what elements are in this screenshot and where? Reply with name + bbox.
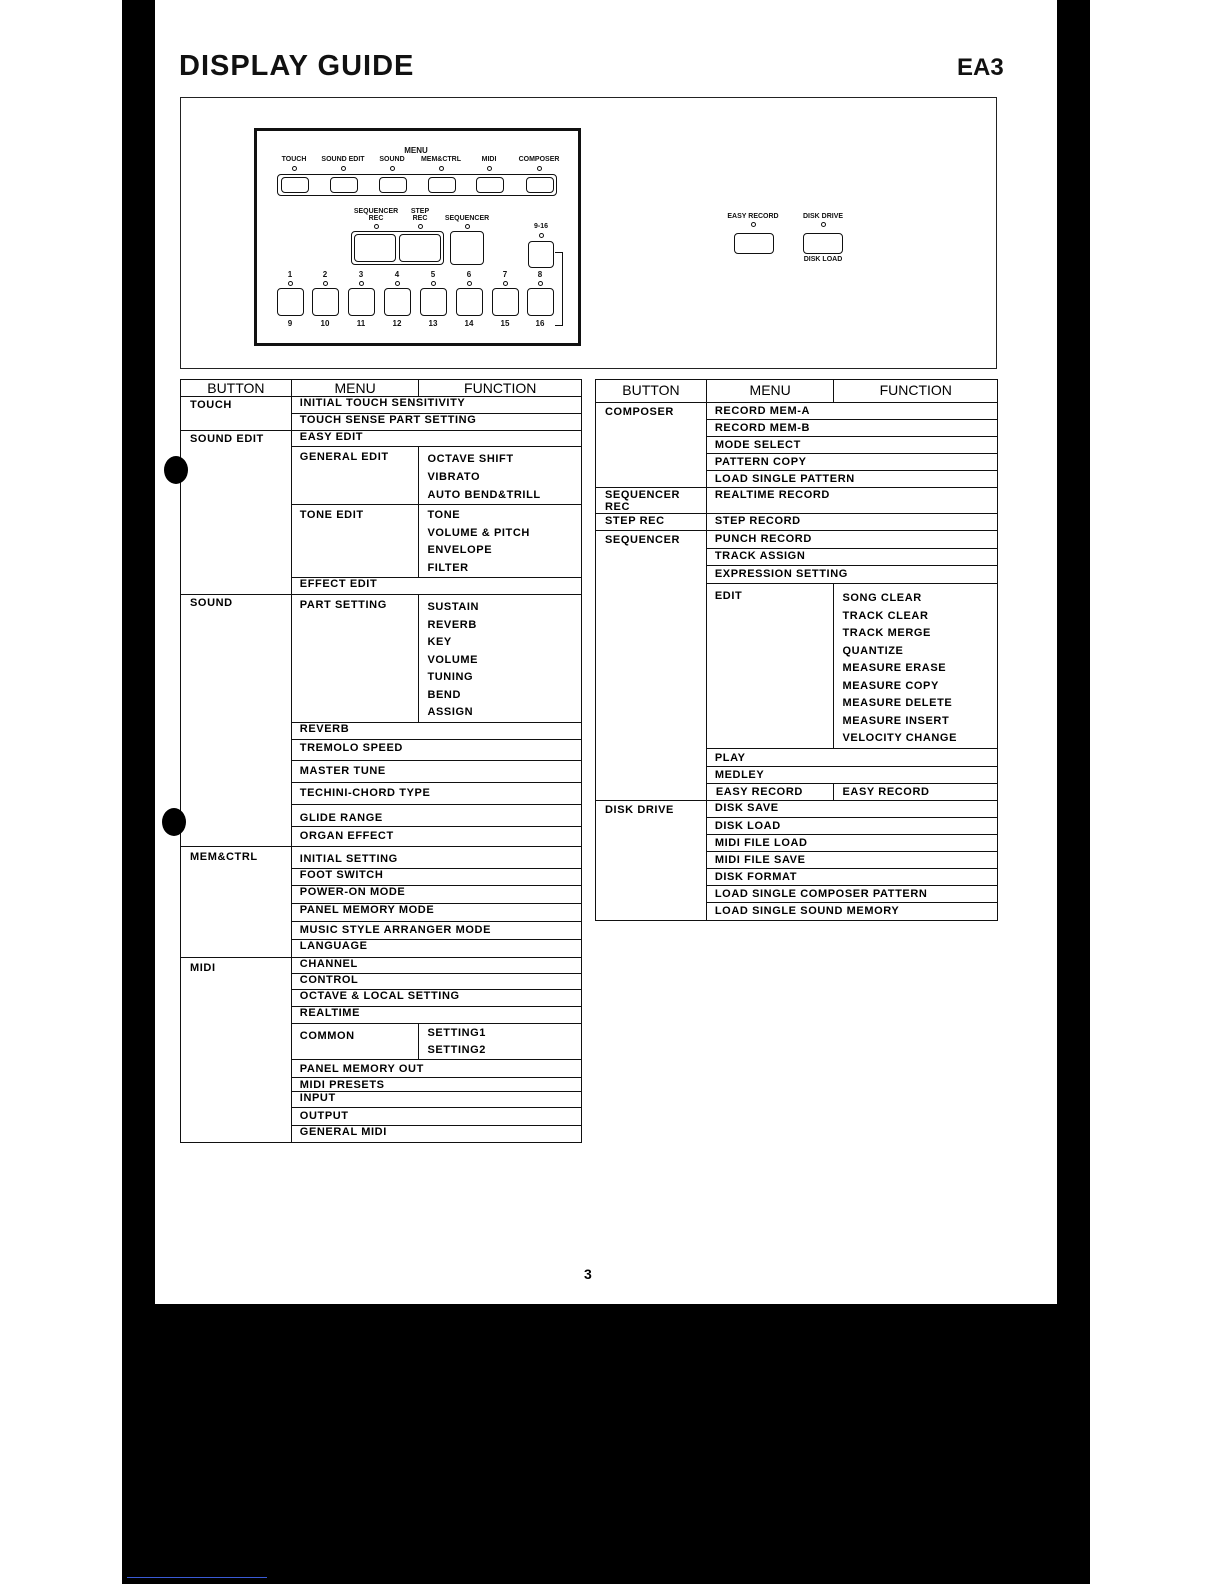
track-number: 11 <box>356 319 366 328</box>
sequencer-label: SEQUENCER <box>444 215 490 222</box>
track-number: 4 <box>394 270 400 279</box>
menu-cell: COMMON <box>291 1024 419 1060</box>
header-button: BUTTON <box>181 380 292 397</box>
track-number: 7 <box>502 270 508 279</box>
function-item: VELOCITY CHANGE <box>842 732 957 744</box>
button-cell: MIDI <box>181 958 292 1143</box>
menu-cell: MIDI PRESETS <box>291 1078 581 1092</box>
range-label: 9-16 <box>533 223 549 230</box>
menu-cell: MASTER TUNE <box>291 761 581 783</box>
menu-cell: LOAD SINGLE COMPOSER PATTERN <box>706 885 997 902</box>
led-indicator <box>465 224 470 229</box>
function-item: ASSIGN <box>427 706 474 718</box>
menu-cell: TRACK ASSIGN <box>706 549 997 566</box>
easy-record-button[interactable] <box>734 233 774 254</box>
menu-cell: EFFECT EDIT <box>291 578 581 595</box>
button-cell: SEQUENCER <box>596 531 707 801</box>
led-indicator <box>537 166 542 171</box>
led-indicator <box>359 281 364 286</box>
menu-cell: LOAD SINGLE PATTERN <box>706 471 997 488</box>
menu-button-label: SOUND <box>379 156 405 163</box>
track-number: 12 <box>392 319 402 328</box>
function-item: SETTING1 <box>427 1027 487 1039</box>
led-indicator <box>751 222 756 227</box>
track-number: 3 <box>358 270 364 279</box>
track-number: 13 <box>428 319 438 328</box>
disk-drive-label: DISK DRIVE <box>802 213 844 220</box>
function-cell <box>419 505 582 578</box>
menu-cell: PART SETTING <box>291 595 419 723</box>
header-function: FUNCTION <box>419 380 582 397</box>
track-number: 14 <box>464 319 474 328</box>
right-function-table <box>595 379 998 921</box>
track-number: 10 <box>320 319 330 328</box>
bottom-scan-area <box>155 1304 1057 1584</box>
step-rec-label: STEP <box>410 208 430 215</box>
sequencer-button[interactable] <box>450 231 484 265</box>
menu-cell: TOUCH SENSE PART SETTING <box>291 414 581 431</box>
bank-bracket <box>555 252 563 326</box>
menu-cell: MIDI FILE SAVE <box>706 851 997 868</box>
left-function-table <box>180 379 582 1143</box>
track-button[interactable] <box>456 288 483 316</box>
function-item: KEY <box>427 636 452 648</box>
menu-cell: CHANNEL <box>291 958 581 974</box>
menu-cell: MUSIC STYLE ARRANGER MODE <box>291 922 581 940</box>
midi-button[interactable] <box>476 177 504 193</box>
track-button[interactable] <box>384 288 411 316</box>
menu-cell: REALTIME <box>291 1007 581 1024</box>
track-number: 1 <box>287 270 293 279</box>
menu-cell: RECORD MEM-A <box>706 403 997 420</box>
function-item: VIBRATO <box>427 471 481 483</box>
led-indicator <box>503 281 508 286</box>
function-item: TRACK CLEAR <box>842 609 929 622</box>
menu-cell: ORGAN EFFECT <box>291 827 581 847</box>
function-item: MEASURE INSERT <box>842 714 950 727</box>
function-item: ENVELOPE <box>427 544 493 556</box>
menu-cell: EDIT <box>706 584 834 749</box>
function-item: SUSTAIN <box>427 601 480 613</box>
menu-button-strip <box>277 174 557 196</box>
function-item: AUTO BEND&TRILL <box>427 489 541 501</box>
menu-label: MENU <box>404 146 428 155</box>
button-cell: MEM&CTRL <box>181 847 292 958</box>
menu-cell: PANEL MEMORY OUT <box>291 1060 581 1078</box>
header-function: FUNCTION <box>834 380 998 403</box>
menu-cell: PUNCH RECORD <box>706 531 997 549</box>
menu-button-label: COMPOSER <box>518 156 560 163</box>
function-item: MEASURE COPY <box>842 679 939 692</box>
touch-button[interactable] <box>281 177 309 193</box>
function-item: TRACK MERGE <box>842 627 931 639</box>
composer-button[interactable] <box>526 177 554 193</box>
menu-cell: DISK SAVE <box>706 800 997 817</box>
function-item: MEASURE ERASE <box>842 662 947 674</box>
led-indicator <box>323 281 328 286</box>
track-button[interactable] <box>420 288 447 316</box>
header-menu: MENU <box>291 380 419 397</box>
bank-9-16-button[interactable] <box>528 241 554 268</box>
function-item: SETTING2 <box>427 1044 487 1056</box>
function-item: REVERB <box>427 618 477 631</box>
menu-cell: MODE SELECT <box>706 437 997 454</box>
menu-cell: RECORD MEM-B <box>706 420 997 437</box>
led-indicator <box>487 166 492 171</box>
binder-hole <box>164 456 188 484</box>
led-indicator <box>395 281 400 286</box>
function-item: VOLUME & PITCH <box>427 526 530 539</box>
right-scan-border <box>1057 0 1090 1584</box>
menu-cell: INPUT <box>291 1092 581 1108</box>
button-cell: EASY RECORD <box>706 783 834 800</box>
menu-cell: CONTROL <box>291 974 581 990</box>
function-item: VOLUME <box>427 653 479 666</box>
menu-cell: TREMOLO SPEED <box>291 740 581 761</box>
track-button[interactable] <box>492 288 519 316</box>
menu-cell: REALTIME RECORD <box>706 488 997 514</box>
led-indicator <box>390 166 395 171</box>
function-item: QUANTIZE <box>842 644 904 657</box>
menu-button-label: MEM&CTRL <box>420 156 462 163</box>
track-number: 16 <box>535 319 545 328</box>
menu-cell: LANGUAGE <box>291 940 581 958</box>
button-cell: SEQUENCER REC <box>596 488 707 514</box>
button-cell: TOUCH <box>181 397 292 431</box>
menu-cell: TONE EDIT <box>291 505 419 578</box>
menu-button-label: MIDI <box>481 156 497 163</box>
function-cell <box>419 1024 582 1060</box>
menu-cell: EASY EDIT <box>291 431 581 447</box>
track-number: 2 <box>322 270 328 279</box>
led-indicator <box>431 281 436 286</box>
menu-cell: OCTAVE & LOCAL SETTING <box>291 990 581 1007</box>
menu-cell: STEP RECORD <box>706 514 997 531</box>
track-button[interactable] <box>527 288 554 316</box>
function-item: FILTER <box>427 561 469 574</box>
track-number: 9 <box>287 319 293 328</box>
menu-button-label: TOUCH <box>281 156 307 163</box>
sequencer-rec-button[interactable] <box>354 234 396 262</box>
menu-cell: PLAY <box>706 748 997 766</box>
menu-cell: DISK LOAD <box>706 817 997 834</box>
track-button[interactable] <box>312 288 339 316</box>
left-scan-border <box>122 0 155 1584</box>
function-item: BEND <box>427 688 462 701</box>
led-indicator <box>439 166 444 171</box>
led-indicator <box>418 224 423 229</box>
menu-cell: GLIDE RANGE <box>291 805 581 827</box>
menu-cell: TECHINI-CHORD TYPE <box>291 783 581 805</box>
button-cell: COMPOSER <box>596 403 707 488</box>
led-indicator <box>374 224 379 229</box>
button-cell: SOUND <box>181 595 292 847</box>
led-indicator <box>292 166 297 171</box>
button-cell: SOUND EDIT <box>181 431 292 595</box>
sound-button[interactable] <box>379 177 407 193</box>
led-indicator <box>538 281 543 286</box>
function-cell <box>419 447 582 505</box>
menu-cell: MEDLEY <box>706 766 997 783</box>
step-rec-button[interactable] <box>399 234 441 262</box>
menu-cell: PANEL MEMORY MODE <box>291 904 581 922</box>
sound-edit-button[interactable] <box>330 177 358 193</box>
function-item: TUNING <box>427 671 474 683</box>
menu-cell: DISK FORMAT <box>706 868 997 885</box>
easy-record-label: EASY RECORD <box>727 213 779 220</box>
function-cell <box>834 584 998 749</box>
header-menu: MENU <box>706 380 834 403</box>
menu-cell: FOOT SWITCH <box>291 869 581 886</box>
track-number: 6 <box>466 270 472 279</box>
function-item: TONE <box>427 509 461 521</box>
menu-cell: MIDI FILE LOAD <box>706 834 997 851</box>
menu-cell: OUTPUT <box>291 1108 581 1126</box>
mem-ctrl-button[interactable] <box>428 177 456 193</box>
model-number: EA3 <box>957 54 1004 81</box>
header-button: BUTTON <box>596 380 707 403</box>
menu-cell: INITIAL SETTING <box>291 847 581 869</box>
function-cell <box>419 595 582 723</box>
menu-cell: LOAD SINGLE SOUND MEMORY <box>706 902 997 920</box>
disk-load-label: DISK LOAD <box>803 256 843 263</box>
menu-cell: INITIAL TOUCH SENSITIVITY <box>291 397 581 414</box>
track-number: 5 <box>430 270 436 279</box>
menu-cell: PATTERN COPY <box>706 454 997 471</box>
menu-cell: POWER-ON MODE <box>291 886 581 904</box>
menu-cell: GENERAL EDIT <box>291 447 419 505</box>
button-cell: DISK DRIVE <box>596 800 707 920</box>
menu-cell: GENERAL MIDI <box>291 1126 581 1143</box>
track-number: 15 <box>500 319 510 328</box>
led-indicator <box>821 222 826 227</box>
seq-rec-label: SEQUENCER <box>353 208 399 215</box>
led-indicator <box>341 166 346 171</box>
link-underline <box>127 1577 267 1578</box>
disk-drive-button[interactable] <box>803 233 843 254</box>
led-indicator <box>539 233 544 238</box>
led-indicator <box>288 281 293 286</box>
led-indicator <box>467 281 472 286</box>
menu-cell: EASY RECORD <box>834 783 998 800</box>
binder-hole <box>162 808 186 836</box>
function-item: SONG CLEAR <box>842 592 922 604</box>
function-item: MEASURE DELETE <box>842 697 953 709</box>
track-button[interactable] <box>348 288 375 316</box>
menu-button-label: SOUND EDIT <box>321 156 365 163</box>
function-item: OCTAVE SHIFT <box>427 453 514 465</box>
menu-cell: REVERB <box>291 723 581 740</box>
page-number: 3 <box>584 1266 592 1282</box>
page-title: DISPLAY GUIDE <box>179 50 415 82</box>
button-cell: STEP REC <box>596 514 707 531</box>
step-rec-label: REC <box>412 215 428 222</box>
menu-cell: EXPRESSION SETTING <box>706 566 997 584</box>
track-number: 8 <box>537 270 543 279</box>
seq-rec-label: REC <box>368 215 384 222</box>
track-button[interactable] <box>277 288 304 316</box>
